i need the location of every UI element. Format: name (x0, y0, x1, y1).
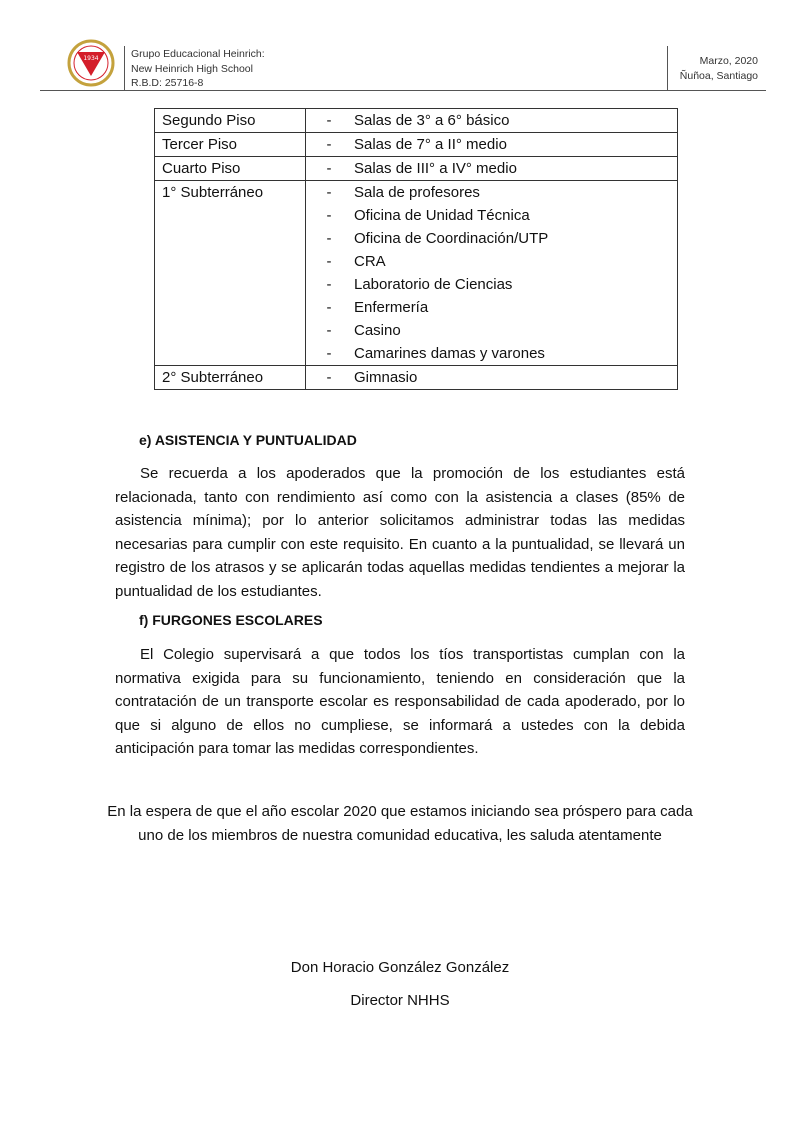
floor-cell (155, 109, 306, 133)
bullet-dash: - (326, 207, 332, 224)
list-item (306, 181, 677, 204)
list-item (306, 157, 677, 180)
date-block (672, 54, 758, 84)
institution-block (131, 47, 265, 91)
page-header (0, 0, 800, 95)
room-name: Laboratorio de Ciencias (354, 276, 513, 293)
bullet-dash: - (326, 230, 332, 247)
section-e-text: Se recuerda a los apoderados que la promoción de los estudiantes está relacionada, tanto con rendimiento así como con la asistencia a clases (85% de asistencia mínima); por lo anterior solicitamos administrar todas las medidas necesarias para cumplir con este requisito. En cuanto a la puntualidad, se llevará un registro de los atrasos y se aplicarán todas aquellas medidas tendientes a mejorar la puntualidad de los estudiantes. (115, 465, 685, 600)
room-name: Enfermería (354, 299, 429, 316)
list-item (306, 296, 677, 319)
section-f-paragraph (115, 643, 685, 761)
section-e-title: e) ASISTENCIA Y PUNTUALIDAD (139, 432, 357, 448)
bullet-dash: - (326, 276, 332, 293)
room-name: Oficina de Coordinación/UTP (354, 230, 549, 247)
room-name: Salas de 7° a II° medio (354, 136, 507, 153)
header-location: Ñuñoa, Santiago (679, 70, 758, 82)
table-row (155, 133, 678, 157)
rooms-cell (306, 109, 678, 133)
room-name: Casino (354, 322, 401, 339)
table-row (155, 181, 678, 366)
floor-cell (155, 157, 306, 181)
header-divider-right (667, 46, 668, 90)
institution-line-1: Grupo Educacional Heinrich: (131, 48, 265, 60)
table-row (155, 366, 678, 390)
floor-cell (155, 181, 306, 366)
bullet-dash: - (326, 184, 332, 201)
signature-name: Don Horacio González González (290, 959, 510, 976)
table-row (155, 109, 678, 133)
floor-name: Cuarto Piso (162, 160, 241, 177)
signature-title: Director NHHS (350, 992, 450, 1009)
rooms-cell (306, 157, 678, 181)
table-row (155, 157, 678, 181)
bullet-dash: - (326, 369, 332, 386)
floors-table (154, 108, 678, 390)
section-f-title: f) FURGONES ESCOLARES (139, 612, 323, 628)
institution-line-2: New Heinrich High School (131, 62, 253, 75)
floor-cell (155, 133, 306, 157)
room-name: Sala de profesores (354, 184, 480, 201)
bullet-dash: - (326, 136, 332, 153)
rooms-cell (306, 133, 678, 157)
bullet-dash: - (326, 160, 332, 177)
room-name: Oficina de Unidad Técnica (354, 207, 530, 224)
bullet-dash: - (326, 299, 332, 316)
header-divider-left (124, 46, 125, 90)
bullet-dash: - (326, 112, 332, 129)
list-item (306, 319, 677, 342)
list-item (306, 227, 677, 250)
floor-cell (155, 366, 306, 390)
bullet-dash: - (326, 322, 332, 339)
floor-name: Segundo Piso (162, 112, 256, 129)
section-e-paragraph (115, 462, 685, 603)
room-name: Camarines damas y varones (354, 345, 545, 362)
header-date: Marzo, 2020 (699, 55, 758, 67)
header-rule (40, 90, 766, 91)
rooms-cell (306, 181, 678, 366)
list-item (306, 109, 677, 132)
closing-text: En la espera de que el año escolar 2020 que estamos iniciando sea próspero para cada uno de los miembros de nuestra comunidad educativa, les saluda atentamente (107, 803, 693, 844)
floor-name: Tercer Piso (162, 136, 238, 153)
list-item (306, 133, 677, 156)
logo-year: 1934 (83, 55, 99, 62)
room-name: Salas de 3° a 6° básico (354, 112, 510, 129)
floor-name: 2° Subterráneo (162, 369, 264, 386)
list-item (306, 204, 677, 227)
institution-line-3: R.B.D: 25716-8 (131, 77, 204, 89)
rooms-cell (306, 366, 678, 390)
room-name: CRA (354, 253, 386, 270)
room-name: Gimnasio (354, 369, 418, 386)
list-item (306, 366, 677, 389)
list-item (306, 250, 677, 273)
bullet-dash: - (326, 345, 332, 362)
list-item (306, 342, 677, 365)
bullet-dash: - (326, 253, 332, 270)
room-name: Salas de III° a IV° medio (354, 160, 517, 177)
list-item (306, 273, 677, 296)
section-f-text: El Colegio supervisará a que todos los tíos transportistas cumplan con la normativa exigida para su funcionamiento, teniendo en consideración que la contratación de un transporte escolar es responsabilidad de cada apoderado, por lo que si alguno de ellos no cumpliese, se informará a ustedes con la debida anticipación para tomar las medidas correspondientes. (115, 646, 685, 757)
floor-name: 1° Subterráneo (162, 184, 264, 201)
school-logo (64, 38, 118, 88)
